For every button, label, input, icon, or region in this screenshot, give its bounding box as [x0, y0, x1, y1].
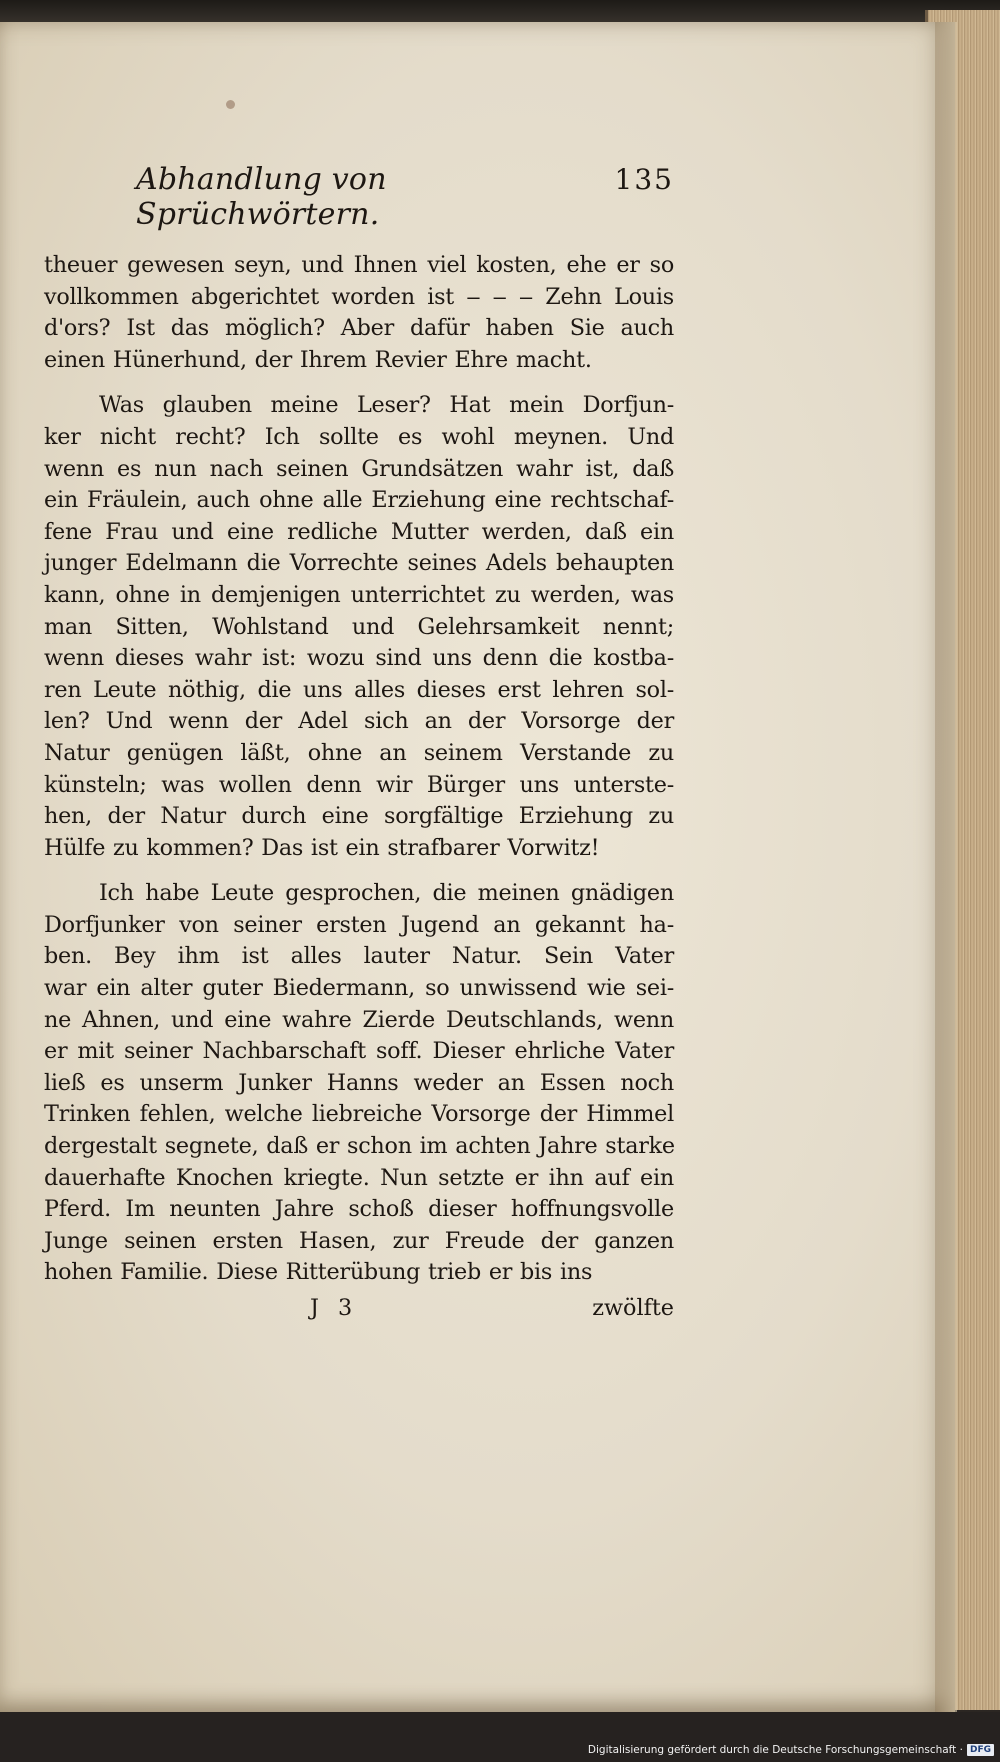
digitization-credit	[588, 1742, 994, 1758]
page-text-block	[44, 162, 674, 1324]
paragraph	[44, 390, 674, 864]
page-footer	[44, 1293, 674, 1324]
text-line: d'ors? Ist das möglich? Aber dafür haben Sie auch	[44, 315, 674, 342]
catchword: zwölfte	[592, 1295, 674, 1321]
text-line: ein Fräulein, auch ohne alle Erziehung eine rechtschaf-	[44, 487, 674, 514]
dfg-logo: DFG	[967, 1744, 994, 1756]
text-line: Trinken fehlen, welche liebreiche Vorsorge der Himmel	[44, 1101, 674, 1128]
text-line: junger Edelmann die Vorrechte seines Adels behaupten	[44, 550, 674, 577]
running-head	[44, 162, 674, 232]
text-line: ker nicht recht? Ich sollte es wohl meynen. Und	[44, 423, 674, 450]
text-line: er mit seiner Nachbarschaft soff. Dieser ehrliche Vater	[44, 1038, 674, 1065]
paragraph	[44, 878, 674, 1289]
text-line: Dorfjunker von seiner ersten Jugend an gekannt ha-	[44, 911, 674, 938]
text-line: wenn dieses wahr ist: wozu sind uns denn die kostba-	[44, 645, 674, 672]
text-line: Ich habe Leute gesprochen, die meinen gnädigen	[99, 880, 674, 907]
text-line: kann, ohne in demjenigen unterrichtet zu werden, was	[44, 581, 674, 608]
text-line: Natur genügen läßt, ohne an seinem Verstande zu	[44, 739, 674, 766]
text-line: hen, der Natur durch eine sorgfältige Erziehung zu	[44, 803, 674, 830]
signature-mark: J 3	[310, 1295, 359, 1321]
text-line: hohen Familie. Diese Ritterübung trieb er bis ins	[44, 1259, 593, 1286]
running-head-title: Abhandlung von Sprüchwörtern.	[136, 162, 387, 232]
text-line: Pferd. Im neunten Jahre schoß dieser hoffnungsvolle	[44, 1196, 674, 1223]
text-line: theuer gewesen seyn, und Ihnen viel kosten, ehe er so	[44, 252, 674, 278]
text-line: fene Frau und eine redliche Mutter werden, daß ein	[44, 518, 674, 545]
text-line: Hülfe zu kommen? Das ist ein strafbarer Vorwitz!	[44, 834, 600, 861]
text-line: einen Hünerhund, der Ihrem Revier Ehre macht.	[44, 346, 592, 373]
text-line: ließ es unserm Junker Hanns weder an Essen noch	[44, 1069, 674, 1096]
page-number: 135	[614, 163, 674, 196]
text-line: Junge seinen ersten Hasen, zur Freude der ganzen	[44, 1227, 674, 1254]
text-line: künsteln; was wollen denn wir Bürger uns unterste-	[44, 771, 674, 798]
text-line: dauerhafte Knochen kriegte. Nun setzte er ihn auf ein	[44, 1164, 674, 1191]
paragraph	[44, 250, 674, 376]
paragraph-gap	[44, 376, 674, 390]
paragraph-gap	[44, 864, 674, 878]
text-line: vollkommen abgerichtet worden ist ‒ ‒ ‒ Zehn Louis	[44, 283, 674, 310]
text-line: wenn es nun nach seinen Grundsätzen wahr ist, daß	[44, 455, 674, 482]
body-text	[44, 250, 674, 1289]
text-line: Was glauben meine Leser? Hat mein Dorfjun-	[99, 392, 674, 419]
text-line: ne Ahnen, und eine wahre Zierde Deutschlands, wenn	[44, 1006, 674, 1033]
text-line: man Sitten, Wohlstand und Gelehrsamkeit nennt;	[44, 613, 674, 640]
text-line: war ein alter guter Biedermann, so unwissend wie sei-	[44, 975, 674, 1002]
paper-stain	[226, 100, 235, 109]
text-line: dergestalt segnete, daß er schon im achten Jahre starke	[44, 1133, 675, 1160]
page-curl-shadow	[935, 22, 957, 1712]
text-line: ben. Bey ihm ist alles lauter Natur. Sein Vater	[44, 943, 674, 970]
digitization-credit-text: Digitalisierung gefördert durch die Deutsche Forschungsgemeinschaft ·	[587, 1744, 963, 1756]
text-line: ren Leute nöthig, die uns alles dieses erst lehren sol-	[44, 676, 674, 703]
text-line: len? Und wenn der Adel sich an der Vorsorge der	[44, 708, 674, 735]
